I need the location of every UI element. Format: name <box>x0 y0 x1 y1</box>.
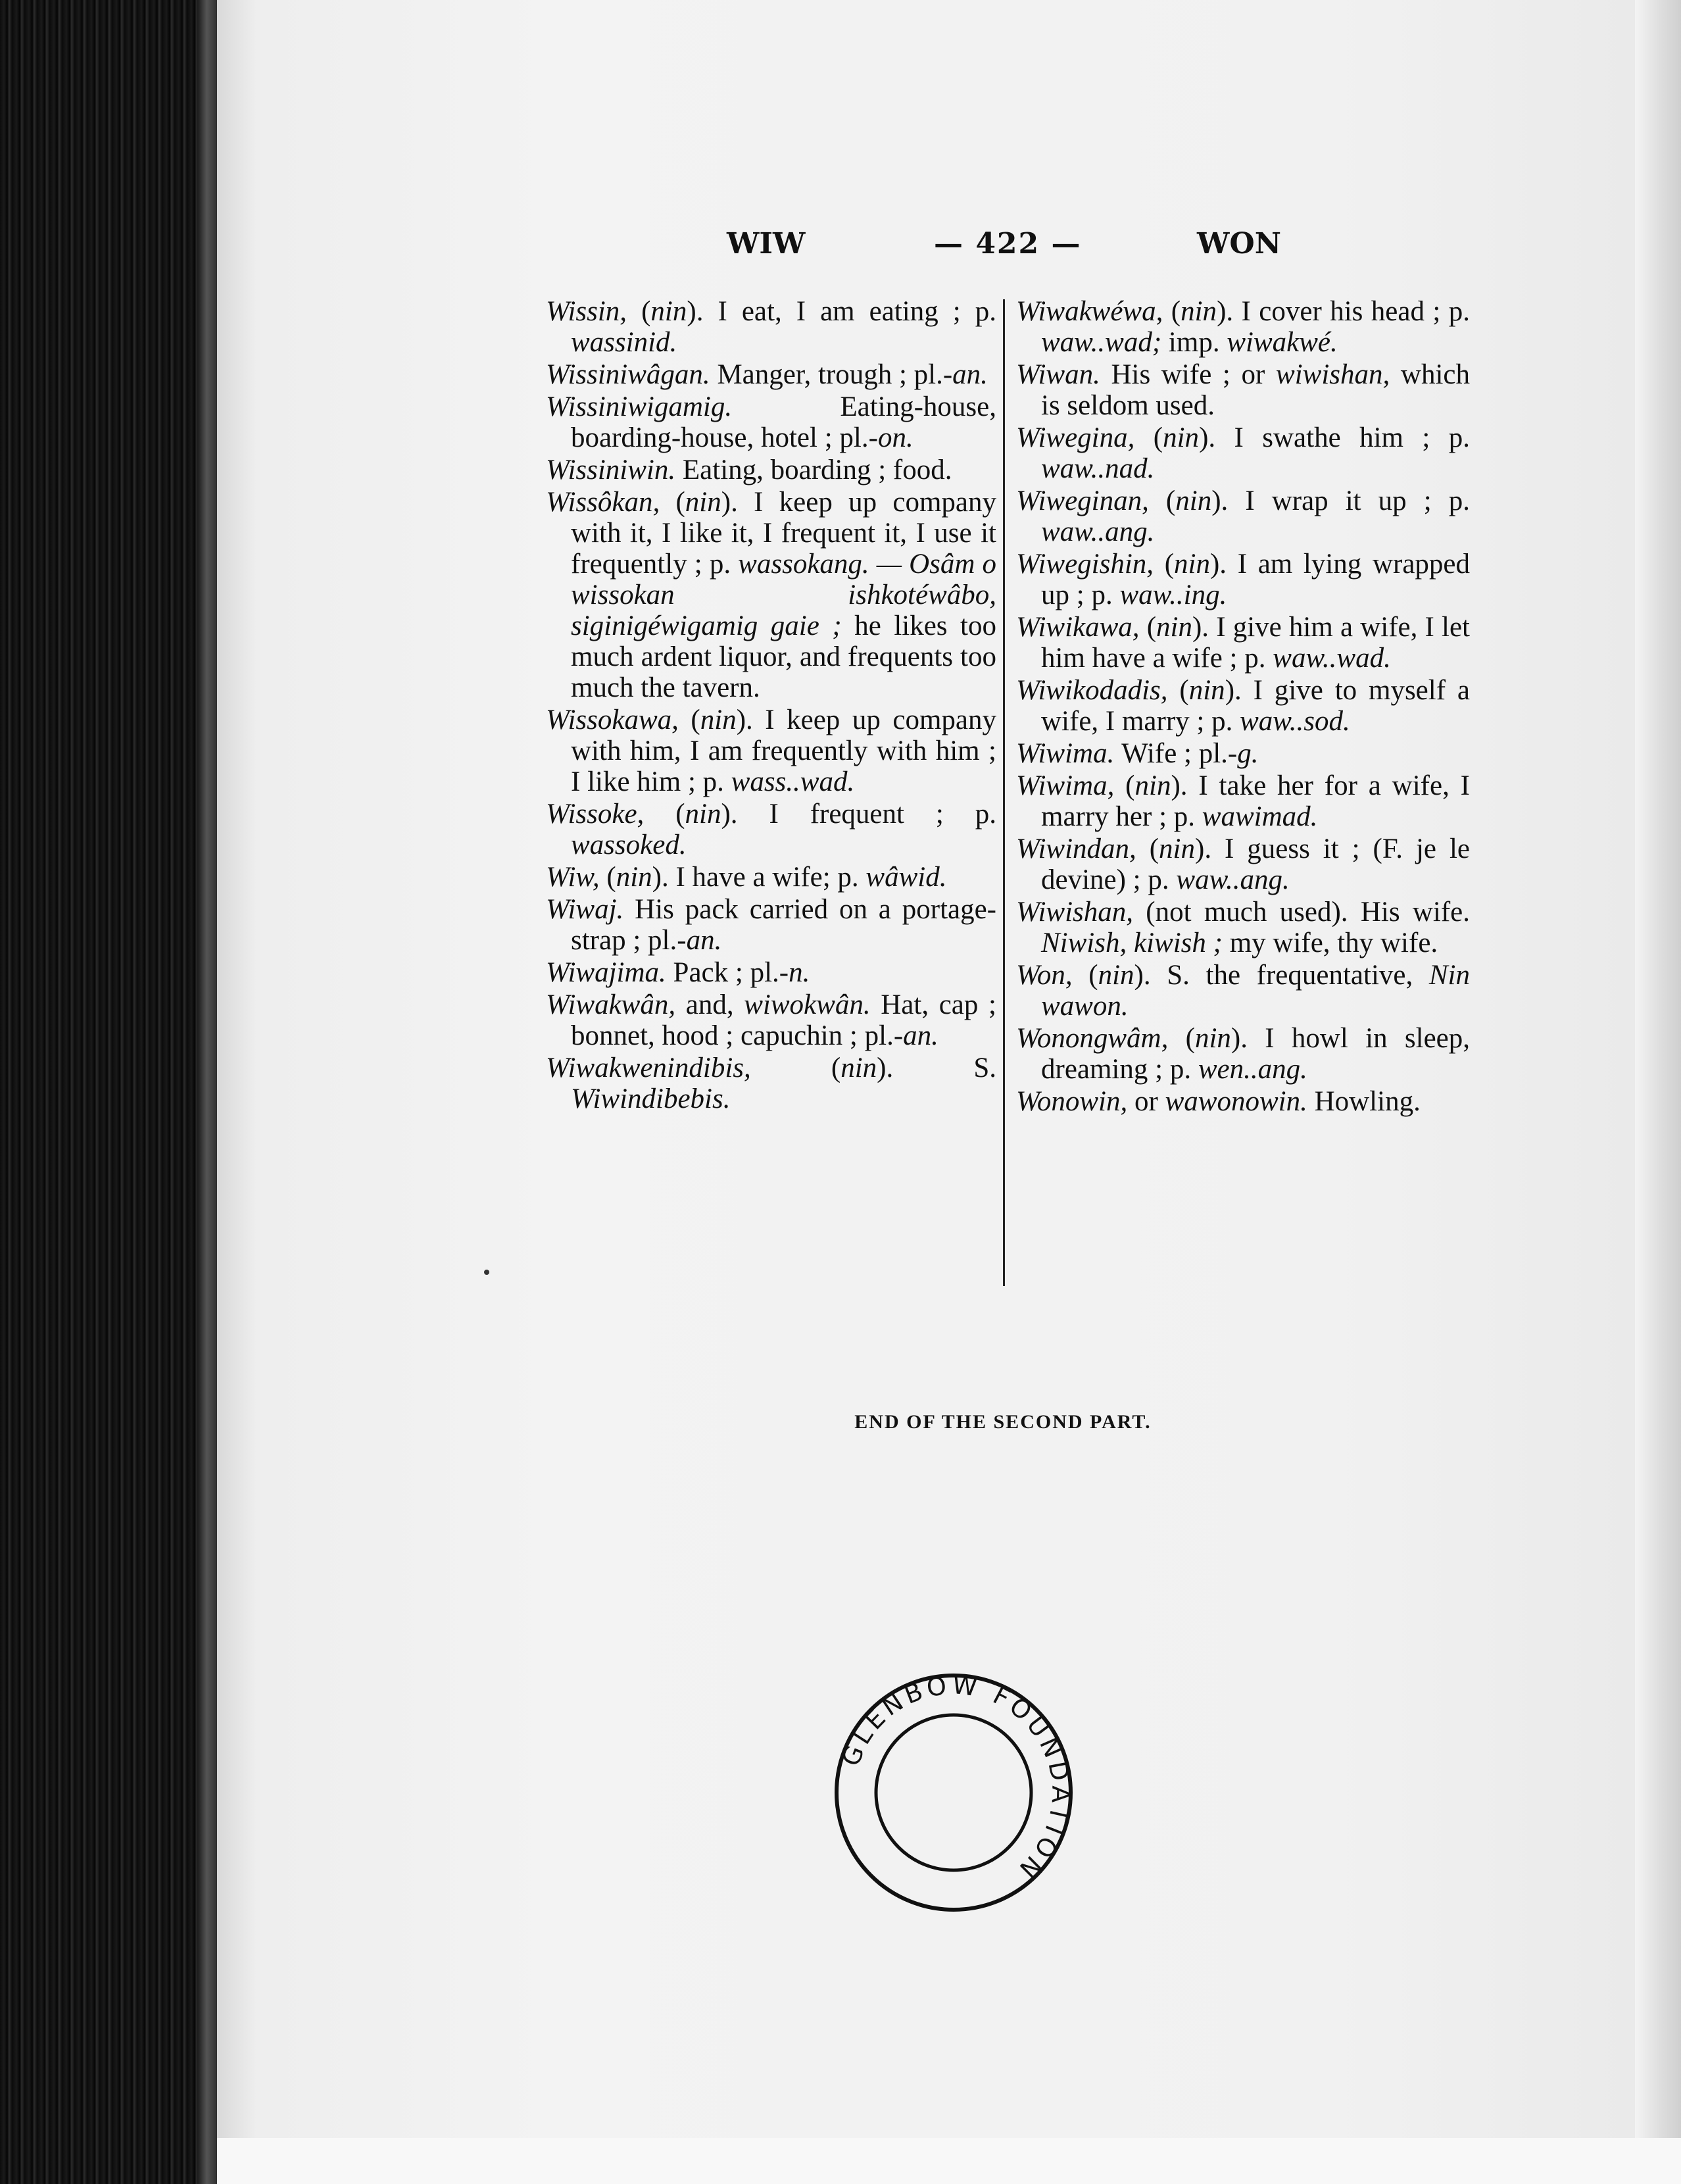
entry-italic-text: n. <box>789 957 810 988</box>
dictionary-entry <box>1016 675 1470 737</box>
dictionary-entry <box>546 391 996 453</box>
entry-definition-text: ). I howl in sleep, dreaming ; p. <box>1041 1023 1470 1085</box>
entry-definition-text: ). I guess it ; (F. je le devine) ; p. <box>1041 833 1470 895</box>
entry-italic-text: nin <box>1174 549 1210 580</box>
dictionary-entry <box>1016 359 1470 421</box>
entry-definition-text: ( <box>1164 549 1175 580</box>
entry-definition-text: Wife ; pl.- <box>1121 738 1238 769</box>
dictionary-entry <box>546 1053 996 1114</box>
entry-headword: Wissiniwâgan. <box>546 359 718 390</box>
entry-definition-text: Eating, boarding ; food. <box>682 455 952 485</box>
entry-headword: Wiwikodadis, <box>1016 675 1180 706</box>
entry-headword: Wiwima. <box>1016 738 1122 769</box>
entry-italic-text: nin <box>685 799 721 830</box>
entry-definition-text: ( <box>1185 1023 1195 1054</box>
entry-headword: Wiwaj. <box>546 894 635 925</box>
entry-italic-text: an. <box>903 1020 938 1051</box>
entry-definition-text: His wife ; or <box>1111 359 1277 390</box>
entry-italic-text: nin <box>1175 485 1212 516</box>
entry-italic-text: wiwokwân. <box>744 989 871 1020</box>
page-bottom-edge <box>217 2138 1681 2184</box>
entry-definition-text: Manger, trough ; pl.- <box>717 359 953 390</box>
entry-italic-text: nin <box>1134 770 1171 801</box>
entry-definition-text: Hat, cap ; bonnet, hood ; capuchin ; pl.- <box>571 989 996 1051</box>
left-column <box>546 296 996 1116</box>
entry-definition-text: Pack ; pl.- <box>673 957 789 988</box>
dictionary-entry <box>546 296 996 358</box>
dictionary-entry <box>1016 485 1470 547</box>
entry-italic-text: wassoked. <box>571 830 687 860</box>
dictionary-entry <box>1016 422 1470 484</box>
entry-headword: Wiwajima. <box>546 957 673 988</box>
entry-definition-text: ). I give to myself a wife, I marry ; p. <box>1041 675 1470 737</box>
entry-definition-text: ( <box>1179 675 1189 706</box>
entry-definition-text: ). I give him a wife, I let him have a wife ; p. <box>1041 612 1470 674</box>
entry-italic-text: waw..ang. <box>1176 864 1290 895</box>
entry-italic-text: nin <box>1156 612 1192 643</box>
dictionary-entry <box>1016 738 1470 769</box>
end-of-part-note: END OF THE SECOND PART. <box>854 1411 1152 1433</box>
column-divider <box>1003 299 1005 1286</box>
entry-headword: Wissoke, <box>546 799 676 830</box>
entry-headword: Wonowin, <box>1016 1086 1134 1117</box>
dictionary-entry <box>546 359 996 390</box>
book-spine <box>0 0 217 2184</box>
dictionary-entry <box>546 957 996 988</box>
header-left-guideword: WIW <box>727 227 806 261</box>
entry-definition-text: and, <box>685 989 744 1020</box>
entry-headword: Wiweginan, <box>1016 485 1166 516</box>
entry-definition-text: imp. <box>1161 327 1227 358</box>
entry-italic-text: waw..nad. <box>1041 453 1155 484</box>
entry-italic-text: nin <box>840 1053 877 1083</box>
dictionary-entry <box>546 989 996 1051</box>
entry-definition-text: ). I eat, I am eating ; p. <box>687 296 996 327</box>
entry-headword: Wiw, <box>546 862 607 893</box>
entry-headword: Wiwakwéwa, <box>1016 296 1171 327</box>
entry-italic-text: waw..ang. <box>1041 516 1155 547</box>
entry-italic-text: an. <box>686 925 722 956</box>
entry-italic-text: nin <box>1188 675 1225 706</box>
entry-italic-text: wassinid. <box>571 327 677 358</box>
library-stamp <box>829 1668 1079 1918</box>
entry-definition-text: ( <box>691 705 700 735</box>
entry-definition-text: ( <box>1146 612 1157 643</box>
entry-definition-text: ). I swathe him ; p. <box>1199 422 1471 453</box>
dictionary-entry <box>1016 897 1470 958</box>
entry-definition-text: he likes too much ardent liquor, and frequents too much the tavern. <box>571 610 996 703</box>
entry-definition-text: ( <box>1149 833 1159 864</box>
page-right-edge <box>1635 0 1681 2184</box>
entry-headword: Wiwakwenindibis, <box>546 1053 831 1083</box>
dictionary-entry <box>546 894 996 956</box>
entry-definition-text: which is seldom used. <box>1041 359 1471 421</box>
entry-italic-text: waw..sod. <box>1240 706 1350 737</box>
entry-italic-text: nin <box>1098 960 1134 991</box>
entry-italic-text: on. <box>877 422 914 453</box>
entry-italic-text: wawonowin. <box>1165 1086 1307 1117</box>
dictionary-entry <box>1016 833 1470 895</box>
entry-italic-text: Nin wawon. <box>1041 960 1470 1022</box>
entry-italic-text: waw..ing. <box>1119 580 1227 610</box>
entry-italic-text: waw..wad; <box>1041 327 1162 358</box>
margin-speck <box>484 1270 489 1275</box>
entry-definition-text: ). I keep up company with it, I like it, I frequent it, I use it frequently ; p. <box>571 487 996 580</box>
entry-definition-text: ( <box>606 862 616 893</box>
stamp-text: GLENBOW FOUNDATION <box>836 1670 1076 1887</box>
dictionary-entry <box>1016 549 1470 610</box>
entry-italic-text: nin <box>1163 422 1200 453</box>
entry-definition-text: ( <box>641 296 651 327</box>
entry-headword: Wiwegishin, <box>1016 549 1165 580</box>
entry-italic-text: wen..ang. <box>1198 1054 1307 1085</box>
dictionary-entry <box>1016 296 1470 358</box>
entry-definition-text: ( <box>675 487 685 518</box>
entry-definition-text: ). I keep up company with him, I am frequently with him ; I like him ; p. <box>571 705 996 797</box>
entry-italic-text: Niwish, kiwish ; <box>1041 928 1223 958</box>
page-number: — 422 — <box>934 227 1082 261</box>
entry-definition-text: (not much used). His wife. <box>1146 897 1470 928</box>
entry-headword: Wiwishan, <box>1016 897 1146 928</box>
dictionary-entry <box>1016 1023 1470 1085</box>
entry-italic-text: nin <box>1194 1023 1231 1054</box>
dictionary-entry <box>546 705 996 797</box>
entry-headword: Wissiniwin. <box>546 455 683 485</box>
entry-italic-text: wass..wad. <box>731 766 855 797</box>
entry-definition-text: ). S. <box>877 1053 997 1083</box>
entry-headword: Wonongwâm, <box>1016 1023 1186 1054</box>
header-right-guideword: WON <box>1197 227 1281 261</box>
entry-definition-text: Eating-house, boarding-house, hotel ; pl.- <box>571 391 996 453</box>
entry-headword: Wiwindan, <box>1016 833 1150 864</box>
entry-definition-text: ). I frequent ; p. <box>721 799 996 830</box>
entry-definition-text: or <box>1134 1086 1165 1117</box>
entry-headword: Won, <box>1016 960 1089 991</box>
entry-headword: Wiwima, <box>1016 770 1126 801</box>
entry-definition-text: ). I am lying wrapped up ; p. <box>1041 549 1470 610</box>
dictionary-entry <box>546 799 996 860</box>
entry-definition-text: ( <box>1088 960 1098 991</box>
dictionary-entry <box>546 455 996 485</box>
entry-definition-text: ( <box>1171 296 1181 327</box>
entry-italic-text: nin <box>1159 833 1195 864</box>
entry-definition-text: ). I have a wife; p. <box>652 862 866 893</box>
entry-italic-text: nin <box>1181 296 1217 327</box>
entry-italic-text: nin <box>700 705 737 735</box>
entry-italic-text: waw..wad. <box>1273 643 1391 674</box>
entry-definition-text: ( <box>1125 770 1135 801</box>
dictionary-entry <box>1016 960 1470 1022</box>
dictionary-entry <box>1016 1086 1470 1117</box>
entry-italic-text: wawimad. <box>1202 801 1318 832</box>
entry-definition-text: ( <box>831 1053 841 1083</box>
entry-headword: Wiwan. <box>1016 359 1111 390</box>
dictionary-entry <box>546 487 996 703</box>
entry-headword: Wissin, <box>546 296 642 327</box>
entry-definition-text: Howling. <box>1307 1086 1421 1117</box>
entry-headword: Wissiniwigamig. <box>546 391 840 422</box>
entry-italic-text: an. <box>952 359 988 390</box>
entry-definition-text: ( <box>675 799 685 830</box>
entry-headword: Wiwegina, <box>1016 422 1154 453</box>
entry-italic-text: nin <box>685 487 721 518</box>
entry-italic-text: nin <box>650 296 687 327</box>
entry-definition-text: ). I wrap it up ; p. <box>1211 485 1471 516</box>
entry-headword: Wiwikawa, <box>1016 612 1147 643</box>
stamp-inner-ring <box>876 1715 1031 1870</box>
entry-definition-text: ( <box>1153 422 1163 453</box>
entry-italic-text: nin <box>616 862 652 893</box>
entry-headword: Wissokawa, <box>546 705 691 735</box>
entry-headword: Wissôkan, <box>546 487 676 518</box>
dictionary-entry <box>1016 770 1470 832</box>
entry-definition-text: my wife, thy wife. <box>1222 928 1438 958</box>
entry-definition-text: ). I cover his head ; p. <box>1217 296 1470 327</box>
entry-definition-text: ). I take her for a wife, I marry her ; p. <box>1041 770 1470 832</box>
entry-definition-text: His pack carried on a portage-strap ; pl.- <box>571 894 996 956</box>
entry-italic-text: wâwid. <box>865 862 947 893</box>
entry-italic-text: wiwishan, <box>1276 359 1390 390</box>
dictionary-entry <box>546 862 996 893</box>
entry-italic-text: Wiwindibebis. <box>571 1083 731 1114</box>
entry-headword: Wiwakwân, <box>546 989 686 1020</box>
dictionary-entry <box>1016 612 1470 674</box>
entry-italic-text: wassokang. — Osâm o wissokan ishkotéwâbo, siginigéwigamig gaie ; <box>571 549 996 641</box>
entry-italic-text: wiwakwé. <box>1227 327 1338 358</box>
entry-definition-text: ). S. the frequentative, <box>1134 960 1429 991</box>
entry-definition-text: ( <box>1165 485 1176 516</box>
entry-italic-text: g. <box>1237 738 1259 769</box>
running-header <box>500 227 1499 280</box>
right-column <box>1016 296 1470 1118</box>
